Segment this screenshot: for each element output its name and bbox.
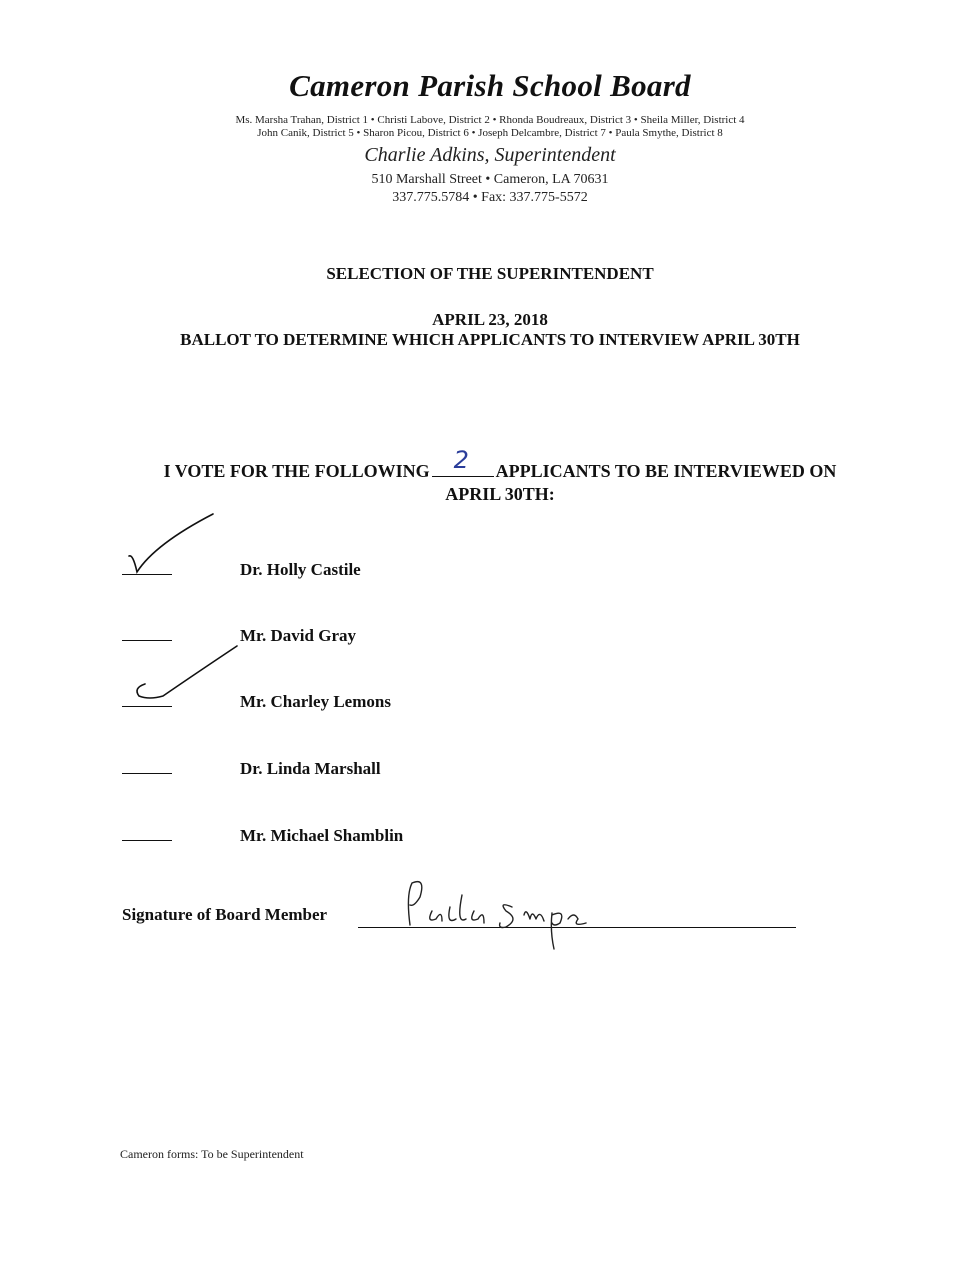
checkmark-icon [115,514,225,584]
candidate-name: Mr. Charley Lemons [240,692,391,711]
vote-suffix: APPLICANTS TO BE INTERVIEWED ON [495,461,837,481]
candidate-row [0,810,980,850]
candidate-checkbox-line[interactable] [122,840,172,841]
candidate-row [0,544,980,584]
candidate-checkbox-line[interactable] [122,773,172,774]
footer-note: Cameron forms: To be Superintendent [120,1147,304,1161]
candidate-name: Dr. Holly Castile [240,560,361,579]
handwritten-signature [402,875,622,955]
board-members-line-1: Ms. Marsha Trahan, District 1 • Christi Labove, District 2 • Rhonda Boudreaux, District 3 • Sheila Miller, District 4 [235,114,745,126]
candidate-row [0,676,980,716]
vote-instruction [0,446,980,482]
signature-label: Signature of Board Member [122,905,328,924]
vote-prefix: I VOTE FOR THE FOLLOWING [163,461,430,481]
ballot-date: APRIL 23, 2018 [432,310,548,329]
candidate-name: Dr. Linda Marshall [240,759,381,778]
vote-count-field[interactable] [432,446,494,477]
signature-row [122,900,822,940]
ballot-heading: BALLOT TO DETERMINE WHICH APPLICANTS TO INTERVIEW APRIL 30TH [180,330,800,349]
candidate-name: Mr. Michael Shamblin [240,826,404,845]
phone-fax: 337.775.5784 • Fax: 337.775-5572 [392,190,588,205]
superintendent-name: Charlie Adkins, Superintendent [364,144,616,166]
vote-instruction-line-2: APRIL 30TH: [445,484,555,504]
board-members-line-2: John Canik, District 5 • Sharon Picou, District 6 • Joseph Delcambre, District 7 • Paula Smythe, District 8 [257,127,723,139]
address: 510 Marshall Street • Cameron, LA 70631 [371,172,609,187]
candidate-name: Mr. David Gray [240,626,357,645]
selection-heading: SELECTION OF THE SUPERINTENDENT [326,264,654,283]
org-title: Cameron Parish School Board [289,68,691,103]
checkmark-icon [115,638,245,718]
handwritten-vote-count: 2 [453,446,469,474]
candidate-row [0,743,980,783]
